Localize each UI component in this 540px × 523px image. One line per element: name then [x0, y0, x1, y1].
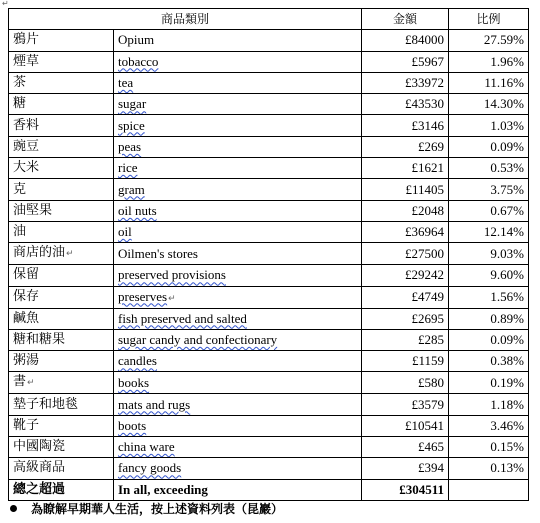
header-ratio: 比例 [449, 9, 529, 30]
category-chinese [9, 458, 114, 479]
ratio-cell: 1.56% [449, 286, 529, 308]
table-row [9, 415, 529, 436]
table-row [9, 265, 529, 286]
category-english-text: spice [118, 117, 145, 133]
category-chinese [9, 243, 114, 265]
category-english-text: gram [118, 181, 145, 197]
category-english-text: Opium [118, 32, 155, 48]
category-chinese-text: 大米 [13, 160, 40, 176]
bullet-icon [10, 505, 17, 512]
category-chinese [9, 308, 114, 329]
amount-cell: £580 [362, 372, 449, 394]
paragraph-mark: ↵ [2, 0, 9, 8]
amount-cell: £1159 [362, 351, 449, 372]
category-english-text: rice [118, 160, 138, 176]
category-chinese-text: 煙草 [13, 53, 40, 69]
category-english [114, 265, 362, 286]
table-row [9, 351, 529, 372]
category-chinese-text: 克 [13, 181, 27, 197]
category-chinese [9, 286, 114, 308]
amount-cell: £2048 [362, 200, 449, 221]
ratio-cell: 0.89% [449, 308, 529, 329]
amount-cell: £3146 [362, 115, 449, 136]
ratio-cell: 0.38% [449, 351, 529, 372]
category-english [114, 30, 362, 51]
footnote-text: 為瞭解早期華人生活，按上述資料列表（昆巖） [31, 502, 284, 516]
category-chinese [9, 394, 114, 415]
category-chinese [9, 30, 114, 51]
amount-cell: £394 [362, 458, 449, 479]
table-row [9, 51, 529, 72]
category-chinese-text: 鹹魚 [13, 310, 40, 326]
category-english [114, 415, 362, 436]
category-chinese-text: 保留 [13, 267, 40, 283]
category-chinese-text: 油 [13, 224, 27, 240]
category-chinese [9, 372, 114, 394]
category-chinese-text: 高級商品 [13, 460, 66, 476]
category-chinese-text: 糖 [13, 96, 27, 112]
ratio-cell: 3.46% [449, 415, 529, 436]
table-row [9, 437, 529, 458]
paragraph-mark: ↵ [168, 292, 176, 303]
ratio-cell: 0.09% [449, 136, 529, 157]
category-english-text: oil nuts [118, 202, 157, 218]
table-header-row [9, 9, 529, 30]
ratio-cell: 1.03% [449, 115, 529, 136]
table-row [9, 30, 529, 51]
category-chinese [9, 221, 114, 242]
category-chinese [9, 265, 114, 286]
category-chinese-text: 糖和糖果 [13, 332, 66, 347]
total-amount: £304511 [362, 479, 449, 500]
amount-cell: £4749 [362, 286, 449, 308]
category-chinese [9, 51, 114, 72]
amount-cell: £36964 [362, 221, 449, 242]
amount-cell: £33972 [362, 72, 449, 93]
category-chinese-text: 書 [13, 374, 27, 390]
ratio-cell: 9.60% [449, 265, 529, 286]
total-english: In all, exceeding [114, 479, 362, 500]
category-english-text: preserved provisions [118, 267, 226, 283]
category-chinese-text: 保存 [13, 289, 40, 305]
table-row [9, 115, 529, 136]
ratio-cell: 9.03% [449, 243, 529, 265]
header-category: 商品類別 [9, 9, 362, 30]
amount-cell: £11405 [362, 179, 449, 200]
table-row [9, 329, 529, 350]
table-row [9, 394, 529, 415]
table-row [9, 136, 529, 157]
ratio-cell: 27.59% [449, 30, 529, 51]
category-english [114, 200, 362, 221]
ratio-cell: 0.13% [449, 458, 529, 479]
ratio-cell: 12.14% [449, 221, 529, 242]
category-english [114, 221, 362, 242]
category-chinese [9, 415, 114, 436]
category-chinese [9, 437, 114, 458]
table-row [9, 94, 529, 115]
paragraph-mark: ↵ [27, 378, 35, 389]
category-chinese [9, 200, 114, 221]
ratio-cell: 11.16% [449, 72, 529, 93]
category-english [114, 286, 362, 308]
category-chinese-text: 中國陶瓷 [13, 439, 66, 455]
category-english [114, 179, 362, 200]
footnote [10, 500, 283, 518]
ratio-cell: 0.53% [449, 158, 529, 179]
header-amount: 金額 [362, 9, 449, 30]
category-chinese [9, 158, 114, 179]
category-english [114, 329, 362, 350]
category-chinese-text: 靴子 [13, 417, 40, 433]
category-chinese-text: 香料 [13, 117, 40, 133]
category-chinese-text: 墊子和地毯 [13, 396, 79, 412]
ratio-cell: 1.18% [449, 394, 529, 415]
amount-cell: £43530 [362, 94, 449, 115]
category-chinese-text: 油堅果 [13, 202, 53, 218]
ratio-cell: 0.09% [449, 329, 529, 350]
category-english [114, 136, 362, 157]
amount-cell: £27500 [362, 243, 449, 265]
category-english [114, 308, 362, 329]
table-row [9, 72, 529, 93]
category-chinese [9, 329, 114, 350]
category-english-text: candles [118, 353, 157, 369]
category-english [114, 437, 362, 458]
ratio-cell: 3.75% [449, 179, 529, 200]
category-english-text: sugar [118, 96, 147, 112]
category-english [114, 458, 362, 479]
table-row [9, 221, 529, 242]
table-row [9, 372, 529, 394]
category-english-text: peas [118, 138, 142, 154]
category-english [114, 51, 362, 72]
amount-cell: £3579 [362, 394, 449, 415]
table-row [9, 458, 529, 479]
amount-cell: £465 [362, 437, 449, 458]
category-english-text: tobacco [118, 53, 159, 69]
category-chinese [9, 351, 114, 372]
table-row [9, 308, 529, 329]
category-english [114, 351, 362, 372]
category-chinese-text: 粥湯 [13, 353, 40, 369]
category-english-text: fish preserved and salted [118, 310, 247, 326]
category-english-text: oil [118, 224, 132, 240]
category-english [114, 94, 362, 115]
category-english-text: fancy goods [118, 460, 182, 476]
category-english-text: boots [118, 417, 147, 433]
ratio-cell: 0.19% [449, 372, 529, 394]
ratio-cell: 0.67% [449, 200, 529, 221]
amount-cell: £84000 [362, 30, 449, 51]
ratio-cell: 1.96% [449, 51, 529, 72]
category-english [114, 372, 362, 394]
category-english [114, 243, 362, 265]
category-chinese [9, 136, 114, 157]
paragraph-mark: ↵ [66, 249, 74, 260]
table-body [9, 30, 529, 501]
amount-cell: £10541 [362, 415, 449, 436]
ratio-cell: 0.15% [449, 437, 529, 458]
goods-table [8, 8, 529, 501]
category-chinese-text: 豌豆 [13, 138, 40, 154]
category-english [114, 394, 362, 415]
category-english-text: sugar candy and confectionary [118, 332, 278, 347]
amount-cell: £29242 [362, 265, 449, 286]
table-row [9, 243, 529, 265]
category-english-text: mats and rugs [118, 396, 191, 412]
category-english-text: china ware [118, 439, 175, 455]
table-row [9, 286, 529, 308]
category-chinese-text: 鴉片 [13, 32, 40, 48]
category-english-text: preserves [118, 288, 168, 304]
category-english [114, 158, 362, 179]
amount-cell: £269 [362, 136, 449, 157]
category-chinese [9, 115, 114, 136]
amount-cell: £2695 [362, 308, 449, 329]
table-row [9, 179, 529, 200]
category-chinese-text: 茶 [13, 75, 27, 91]
category-english [114, 72, 362, 93]
amount-cell: £1621 [362, 158, 449, 179]
amount-cell: £5967 [362, 51, 449, 72]
category-english-text: Oilmen's stores [118, 245, 198, 261]
table-row [9, 200, 529, 221]
total-row [9, 479, 529, 500]
category-chinese-text: 商店的油 [13, 245, 66, 261]
total-ratio [449, 479, 529, 500]
category-chinese [9, 179, 114, 200]
ratio-cell: 14.30% [449, 94, 529, 115]
category-english-text: books [118, 374, 150, 390]
category-english [114, 115, 362, 136]
category-chinese [9, 72, 114, 93]
table-row [9, 158, 529, 179]
total-chinese: 總之超過 [9, 479, 114, 500]
category-english-text: tea [118, 75, 134, 91]
amount-cell: £285 [362, 329, 449, 350]
category-chinese [9, 94, 114, 115]
